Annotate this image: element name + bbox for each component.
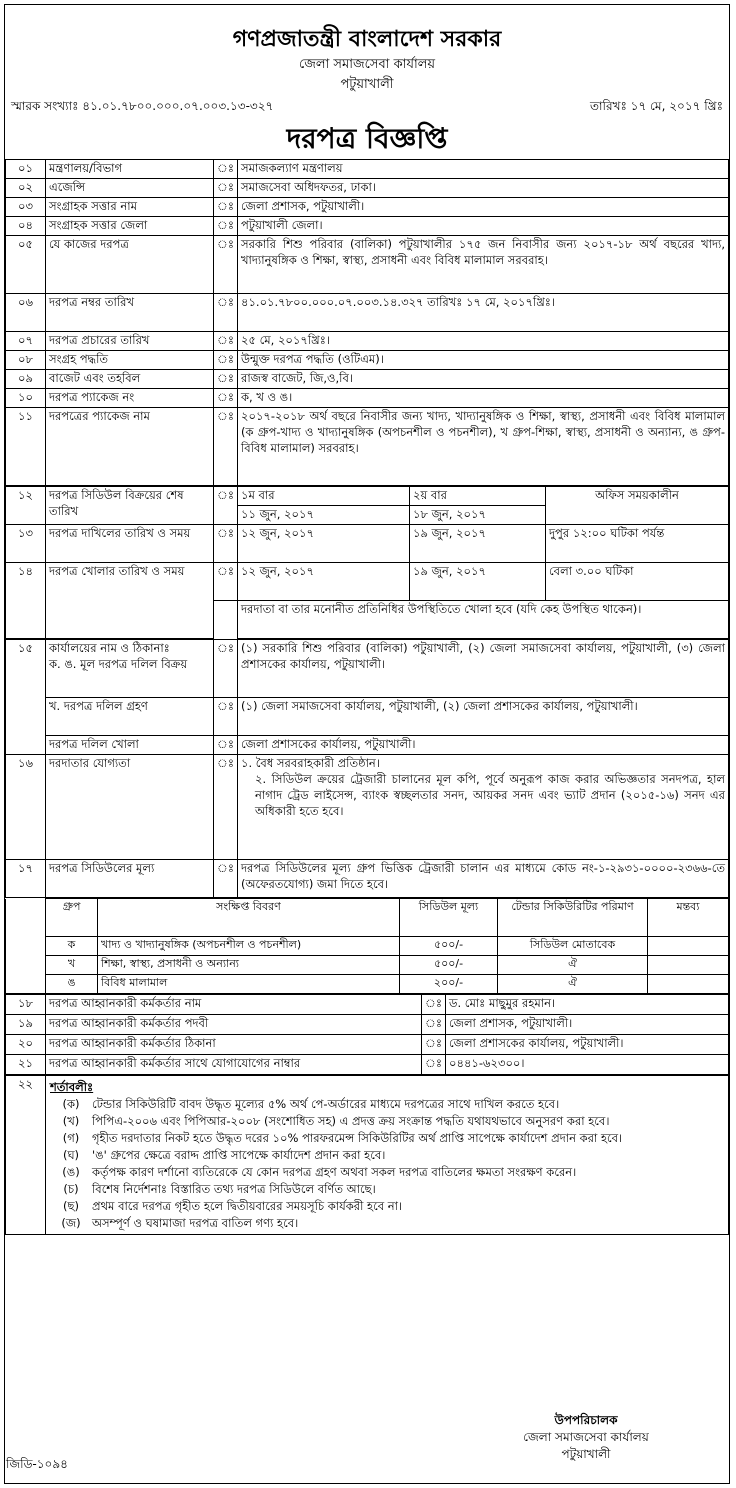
- open-date-1: ১২ জুন, ২০১৭: [238, 563, 410, 601]
- remark-cell: [648, 975, 729, 994]
- table-row: [6, 937, 729, 956]
- row-colon: ঃ: [214, 860, 238, 898]
- row-colon: ঃ: [214, 370, 238, 389]
- row-colon: ঃ: [422, 995, 446, 1015]
- table-row: [6, 640, 729, 698]
- row-colon: ঃ: [214, 487, 238, 525]
- term-label: (ছ): [63, 1199, 79, 1213]
- row-label: [46, 640, 214, 698]
- row-number: ১৫: [6, 640, 46, 755]
- table-row: [6, 408, 729, 486]
- signature-block: [436, 1412, 736, 1463]
- term-text: গৃহীত দরদাতার নিকট হতে উদ্ধৃত দরের ১০% পারফরমেন্স সিকিউরিটির অর্থ প্রাপ্তি সাপেক্ষে কার্যাদেশ প্রদান করা হবে।: [92, 1131, 623, 1145]
- term-text: 'ঙ' গ্রুপের ক্ষেত্রে বরাদ্দ প্রাপ্তি সাপেক্ষে কার্যাদেশ প্রদান করা হবে।: [92, 1148, 386, 1162]
- table-row: [6, 370, 729, 389]
- table-row: [6, 899, 729, 937]
- col-header: সংক্ষিপ্ত বিবরণ: [98, 899, 400, 937]
- row-number: ০৯: [6, 370, 46, 389]
- memo-line: [5, 97, 729, 115]
- table-row: [6, 995, 729, 1015]
- row-number: ১৮: [6, 995, 46, 1015]
- term-label: (ঙ): [62, 1165, 80, 1179]
- remark-cell: [648, 956, 729, 975]
- row-number: ২১: [6, 1055, 46, 1075]
- term-label: (গ): [62, 1131, 80, 1145]
- memo-date: তারিখঃ ১৭ মে, ২০১৭ খ্রিঃ: [590, 99, 723, 113]
- row-label: দরপত্র দাখিলের তারিখ ও সময়: [46, 525, 214, 563]
- table-row: [6, 351, 729, 370]
- row-label: এজেন্সি: [46, 179, 214, 198]
- schedule-price-note: দরপত্র সিডিউলের মূল্য গ্রুপ ভিত্তিক ট্রেজারী চালান এর মাধ্যমে কোড নং-১-২৯৩১-০০০০-২৩৬৬-তে (অফেরতযোগ্য) জমা দিতে হবে।: [238, 860, 729, 898]
- row-number: ২০: [6, 1035, 46, 1055]
- signatory-office: জেলা সমাজসেবা কার্যালয়: [523, 1430, 649, 1444]
- submit-date-2: ১৯ জুন, ২০১৭: [410, 525, 546, 563]
- desc-cell: শিক্ষা, স্বাস্থ্য, প্রসাধনী ও অন্যান্য: [98, 956, 400, 975]
- table-row: [6, 736, 729, 755]
- row-value: উন্মুক্ত দরপত্র পদ্ধতি (ওটিএম)।: [238, 351, 729, 370]
- desc-cell: বিবিধ মালামাল: [98, 975, 400, 994]
- row-value: রাজস্ব বাজেট, জি,ও,বি।: [238, 370, 729, 389]
- term-item: [50, 1130, 722, 1147]
- term-item: [50, 1096, 722, 1113]
- row-colon: ঃ: [214, 525, 238, 563]
- sale-date-2: ১৮ জুন, ২০১৭: [410, 506, 546, 525]
- row-value: সমাজসেবা অধিদফতর, ঢাকা।: [238, 179, 729, 198]
- row-value: ৪১.০১.৭৮০০.০০০.০৭.০০৩.১৪.৩২৭ তারিখঃ ১৭ মে, ২০১৭খ্রিঃ।: [238, 294, 729, 332]
- open-time: বেলা ৩.০০ ঘটিকা: [546, 563, 729, 601]
- open-date-2: ১৯ জুন, ২০১৭: [410, 563, 546, 601]
- row-number: ১৪: [6, 563, 46, 639]
- term-item: [50, 1181, 722, 1198]
- row-number: ০৭: [6, 332, 46, 351]
- signatory-designation: উপপরিচালক: [554, 1413, 618, 1427]
- sale-offices: (১) সরকারি শিশু পরিবার (বালিকা) পটুয়াখালী, (২) জেলা সমাজসেবা কার্যালয়, পটুয়াখালী, (৩) জেলা প্রশাসকের কার্যালয়, পটুয়াখালী।: [238, 640, 729, 698]
- group-cell: ক: [46, 937, 98, 956]
- term-text: পিপিএ-২০০৬ এবং পিপিআর-২০০৮ (সংশোধিত সহ) এ প্রদত্ত ক্রয় সংক্রান্ত পদ্ধতি যথাযথভাবে অনুসরণ করা হবে।: [92, 1114, 610, 1128]
- row-number: ১০: [6, 389, 46, 408]
- tender-notice: [4, 4, 730, 1484]
- table-row: [6, 1035, 729, 1055]
- schedule-table: [5, 486, 729, 639]
- gd-code: জিডি-১০৯৪: [6, 1457, 68, 1471]
- row-label: মন্ত্রণালয়/বিভাগ: [46, 160, 214, 179]
- row-label: সংগ্রাহক সত্তার জেলা: [46, 217, 214, 236]
- row-colon: ঃ: [214, 179, 238, 198]
- table-row: [6, 698, 729, 736]
- group-cell: ঙ: [46, 975, 98, 994]
- row-colon: ঃ: [214, 698, 238, 736]
- row-colon: ঃ: [214, 408, 238, 486]
- row-colon: ঃ: [214, 217, 238, 236]
- row-number: ১৭: [6, 860, 46, 898]
- receive-offices: (১) জেলা সমাজসেবা কার্যালয়, পটুয়াখালী, (২) জেলা প্রশাসকের কার্যালয়, পটুয়াখালী।: [238, 698, 729, 736]
- group-cell: খ: [46, 956, 98, 975]
- row-number: ১৬: [6, 755, 46, 860]
- office-name: জেলা সমাজসেবা কার্যালয়: [298, 57, 436, 72]
- row-colon: ঃ: [214, 389, 238, 408]
- term-item: [50, 1147, 722, 1164]
- row-number: ০২: [6, 179, 46, 198]
- table-row: [6, 563, 729, 601]
- term-item: [50, 1215, 722, 1232]
- info-table: [5, 159, 729, 486]
- govt-name: গণপ্রজাতন্ত্রী বাংলাদেশ সরকার: [232, 27, 502, 52]
- row-number: ১১: [6, 408, 46, 486]
- table-row: [6, 860, 729, 898]
- col-header: টেন্ডার সিকিউরিটির পরিমাণ: [498, 899, 648, 937]
- first-time-header: ১ম বার: [238, 487, 410, 506]
- row-number: ১৯: [6, 1015, 46, 1035]
- term-label: (ঘ): [62, 1148, 80, 1162]
- row-colon: ঃ: [214, 236, 238, 294]
- row-value: সমাজকল্যাণ মন্ত্রণালয়: [238, 160, 729, 179]
- col-header: গ্রুপ: [46, 899, 98, 937]
- row-number: ০৬: [6, 294, 46, 332]
- terms-heading: শর্তাবলীঃ: [50, 1080, 94, 1094]
- table-row: [6, 755, 729, 860]
- row-label: দরপত্র প্যাকেজ নং: [46, 389, 214, 408]
- row-value: ২০১৭-২০১৮ অর্থ বছরে নিবাসীর জন্য খাদ্য, খাদ্যানুষঙ্গিক ও শিক্ষা, স্বাস্থ্য, প্রসাধনী এবং বিবিধ মালামাল (ক গ্রুপ-খাদ্য ও খাদ্যানুষঙ্গিক (অপচনশীল ও পচনশীল), খ গ্রুপ-শিক্ষা, স্বাস্থ্য, প্রসাধনী ও অন্যান্য, ঙ গ্রুপ-বিবিধ মালামাল) সরবরাহ।: [238, 408, 729, 486]
- term-label: (খ): [62, 1114, 80, 1128]
- row-number: ২২: [6, 1076, 46, 1235]
- row-number: ১২: [6, 487, 46, 525]
- row-label: দরদাতার যোগ্যতা: [46, 755, 214, 860]
- row-label: দরপত্র আহ্বানকারী কর্মকর্তার পদবী: [46, 1015, 422, 1035]
- row-colon: ঃ: [214, 294, 238, 332]
- row-label: দরপত্র খোলার তারিখ ও সময়: [46, 563, 214, 639]
- row-colon: ঃ: [214, 755, 238, 860]
- remark-cell: [648, 937, 729, 956]
- table-row: [6, 217, 729, 236]
- price-cell: ২০০/-: [400, 975, 498, 994]
- table-row: [6, 198, 729, 217]
- table-row: [6, 332, 729, 351]
- security-cell: ঐ: [498, 956, 648, 975]
- row-number: ০৮: [6, 351, 46, 370]
- table-row: [6, 956, 729, 975]
- row-value: ক, খ ও ঙ।: [238, 389, 729, 408]
- open-note: দরদাতা বা তার মনোনীত প্রতিনিধির উপস্থিতিতে খোলা হবে (যদি কেহ উপস্থিত থাকেন)।: [238, 601, 729, 639]
- row-label: সংগ্রাহক সত্তার নাম: [46, 198, 214, 217]
- qualification: [238, 755, 729, 860]
- term-text: টেন্ডার সিকিউরিটি বাবদ উদ্ধৃত মূল্যের ৫% অর্থ পে-অর্ডারের মাধ্যমে দরপত্রের সাথে দাখিল করতে হবে।: [92, 1097, 560, 1111]
- second-time-header: ২য় বার: [410, 487, 546, 506]
- sale-label: ক. ঙ. মূল দরপত্র দলিল বিক্রয়: [49, 657, 188, 671]
- submit-time: দুপুর ১২:০০ ঘটিকা পর্যন্ত: [546, 525, 729, 563]
- table-row: [6, 1015, 729, 1035]
- office-address-label: কার্যালয়ের নাম ও ঠিকানাঃ: [49, 641, 170, 655]
- row-number: ০৫: [6, 236, 46, 294]
- open-label: দরপত্র দলিল খোলা: [46, 736, 214, 755]
- terms-table: [5, 1075, 729, 1235]
- security-cell: ঐ: [498, 975, 648, 994]
- row-colon: ঃ: [422, 1055, 446, 1075]
- term-item: [50, 1198, 722, 1215]
- row-value: পটুয়াখালী জেলা।: [238, 217, 729, 236]
- row-colon: ঃ: [422, 1035, 446, 1055]
- row-label: দরপত্র সিডিউলের মূল্য: [46, 860, 214, 898]
- row-value: সরকারি শিশু পরিবার (বালিকা) পটুয়াখালীর ১৭৫ জন নিবাসীর জন্য ২০১৭-১৮ অর্থ বছরের খাদ্য, খাদ্যানুষঙ্গিক ও শিক্ষা, স্বাস্থ্য, প্রসাধনী এবং বিবিধ মালামাল সরবরাহ।: [238, 236, 729, 294]
- header: [5, 25, 729, 95]
- table-row: [6, 1055, 729, 1075]
- qualification-2: ২. সিডিউল ক্রয়ের ট্রেজারী চালানের মূল কপি, পূর্বে অনুরূপ কাজ করার অভিজ্ঞতার সনদপত্র, হাল নাগাদ ট্রেড লাইসেন্স, ব্যাংক স্বচ্ছলতার সনদ, আয়কর সনদ এবং ভ্যাট প্রদান (২০১৫-১৬) সনদ এর অধিকারী হতে হবে।: [255, 772, 725, 818]
- row-label: দরপত্র আহ্বানকারী কর্মকর্তার ঠিকানা: [46, 1035, 422, 1055]
- row-colon: ঃ: [214, 736, 238, 755]
- term-text: প্রথম বারে দরপত্র গৃহীত হলে দ্বিতীয়বারের সময়সূচি কার্যকরী হবে না।: [92, 1199, 403, 1213]
- row-number: ০৪: [6, 217, 46, 236]
- table-row: [6, 975, 729, 994]
- price-cell: ৫০০/-: [400, 937, 498, 956]
- price-table: [5, 898, 729, 994]
- row-colon: ঃ: [214, 160, 238, 179]
- security-cell: সিডিউল মোতাবেক: [498, 937, 648, 956]
- memo-number: স্মারক সংখ্যাঃ ৪১.০১.৭৮০০.০০০.০৭.০০৩.১৩-৩২৭: [11, 99, 274, 113]
- page-title: দরপত্র বিজ্ঞপ্তি: [286, 122, 448, 155]
- table-row: [6, 487, 729, 506]
- col-header: মন্তব্য: [648, 899, 729, 937]
- terms-section: [46, 1076, 729, 1235]
- row-colon: ঃ: [214, 198, 238, 217]
- row-colon: ঃ: [214, 640, 238, 698]
- office-table: [5, 639, 729, 898]
- row-label: যে কাজের দরপত্র: [46, 236, 214, 294]
- official-name: ড. মোঃ মাছুমুর রহমান।: [446, 995, 729, 1015]
- official-designation: জেলা প্রশাসক, পটুয়াখালী।: [446, 1015, 729, 1035]
- row-colon: ঃ: [422, 1015, 446, 1035]
- row-label: দরপত্র আহ্বানকারী কর্মকর্তার সাথে যোগাযোগের নাম্বার: [46, 1055, 422, 1075]
- price-cell: ৫০০/-: [400, 956, 498, 975]
- row-number: ১৩: [6, 525, 46, 563]
- district-name: পটুয়াখালী: [340, 77, 394, 92]
- open-office: জেলা প্রশাসকের কার্যালয়, পটুয়াখালী।: [238, 736, 729, 755]
- receive-label: খ. দরপত্র দলিল গ্রহণ: [46, 698, 214, 736]
- table-row: [6, 294, 729, 332]
- sale-date-1: ১১ জুন, ২০১৭: [238, 506, 410, 525]
- row-label: সংগ্রহ পদ্ধতি: [46, 351, 214, 370]
- row-value: ২৫ মে, ২০১৭খ্রিঃ।: [238, 332, 729, 351]
- submit-date-1: ১২ জুন, ২০১৭: [238, 525, 410, 563]
- term-label: (জ): [61, 1216, 81, 1230]
- row-label: দরপত্র সিডিউল বিক্রয়ের শেষ তারিখ: [46, 487, 214, 525]
- signatory-district: পটুয়াখালী: [561, 1447, 611, 1461]
- desc-cell: খাদ্য ও খাদ্যানুষঙ্গিক (অপচনশীল ও পচনশীল): [98, 937, 400, 956]
- term-label: (চ): [63, 1182, 79, 1196]
- row-colon: ঃ: [214, 332, 238, 351]
- row-number: ০৩: [6, 198, 46, 217]
- office-hours: অফিস সময়কালীন: [546, 487, 729, 525]
- row-colon: ঃ: [214, 563, 238, 601]
- row-colon: ঃ: [214, 351, 238, 370]
- table-row: [6, 179, 729, 198]
- term-text: বিশেষ নির্দেশনাঃ বিস্তারিত তথ্য দরপত্র সিডিউলে বর্ণিত আছে।: [92, 1182, 376, 1196]
- row-number: ০১: [6, 160, 46, 179]
- row-label: বাজেট এবং তহবিল: [46, 370, 214, 389]
- row-label: দরপত্র নম্বর তারিখ: [46, 294, 214, 332]
- official-address: জেলা প্রশাসকের কার্যালয়, পটুয়াখালী।: [446, 1035, 729, 1055]
- row-label: দরপত্রের প্যাকেজ নাম: [46, 408, 214, 486]
- term-item: [50, 1113, 722, 1130]
- qualification-1: ১. বৈধ সরবরাহকারী প্রতিষ্ঠান।: [241, 756, 380, 770]
- row-label: দরপত্র প্রচারের তারিখ: [46, 332, 214, 351]
- table-row: [6, 160, 729, 179]
- table-row: [6, 389, 729, 408]
- term-label: (ক): [62, 1097, 80, 1111]
- term-text: অসম্পূর্ণ ও ঘষামাজা দরপত্র বাতিল গণ্য হবে।: [92, 1216, 299, 1230]
- col-header: সিডিউল মূল্য: [400, 899, 498, 937]
- row-label: দরপত্র আহ্বানকারী কর্মকর্তার নাম: [46, 995, 422, 1015]
- row-value: জেলা প্রশাসক, পটুয়াখালী।: [238, 198, 729, 217]
- official-phone: ০৪৪১-৬২৩০০।: [446, 1055, 729, 1075]
- table-row: [6, 236, 729, 294]
- table-row: [6, 525, 729, 563]
- table-row: [6, 1076, 729, 1235]
- term-text: কর্তৃপক্ষ কারণ দর্শানো ব্যতিরেকে যে কোন দরপত্র গ্রহণ অথবা সকল দরপত্র বাতিলের ক্ষমতা সংরক্ষণ করেন।: [92, 1165, 577, 1179]
- official-table: [5, 994, 729, 1075]
- term-item: [50, 1164, 722, 1181]
